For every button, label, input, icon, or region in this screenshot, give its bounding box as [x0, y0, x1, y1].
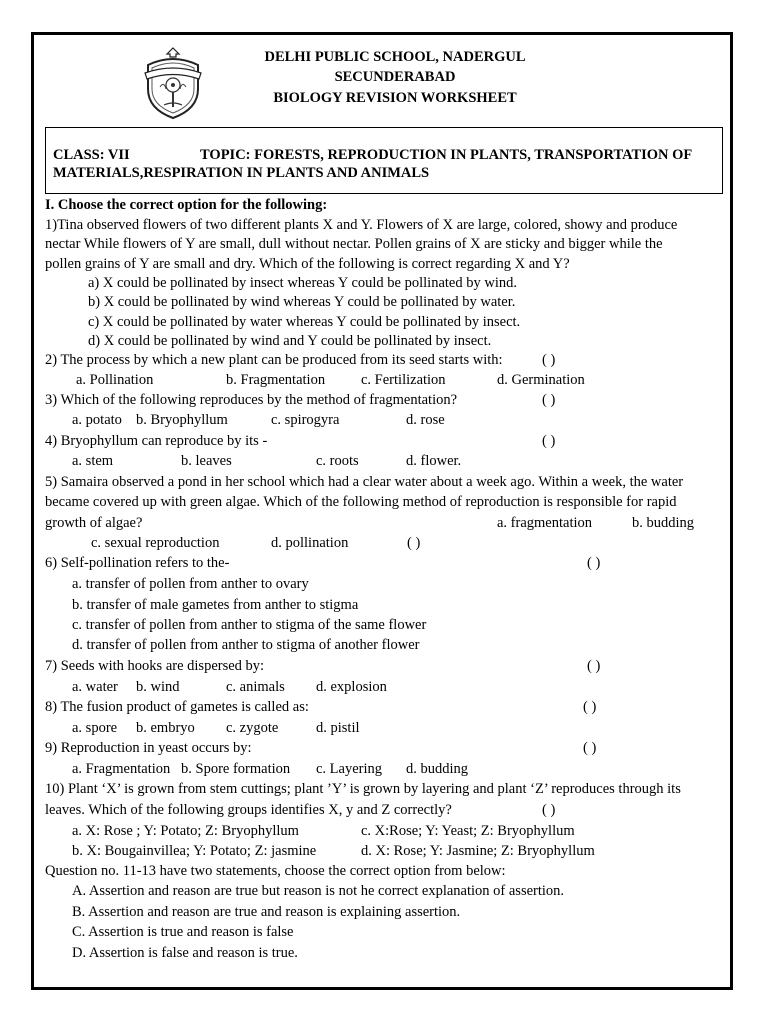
q8-option-b: b. embryo	[136, 720, 195, 736]
q10-option-d: d. X: Rose; Y: Jasmine; Z: Bryophyllum	[361, 843, 595, 859]
q5-answer-blank: ( )	[407, 535, 421, 551]
q5-line-3: growth of algae?	[45, 515, 143, 531]
q5-line-2: became covered up with green algae. Which of the following method of reproduction is responsible for rapid	[45, 494, 677, 510]
q9-option-c: c. Layering	[316, 761, 383, 777]
q3-text: 3) Which of the following reproduces by the method of fragmentation?	[45, 392, 458, 408]
q8-answer-blank: ( )	[583, 699, 597, 715]
q1-line-3: pollen grains of Y are small and dry. Which of the following is correct regarding X and Y?	[45, 256, 570, 272]
q6-option-a: a. transfer of pollen from anther to ovary	[72, 576, 309, 592]
q9-answer-blank: ( )	[583, 740, 597, 756]
q1-option-a: a) X could be pollinated by insect whereas Y could be pollinated by wind.	[88, 275, 517, 291]
q6-answer-blank: ( )	[587, 555, 601, 571]
q1-line-1: 1)Tina observed flowers of two different plants X and Y. Flowers of X are large, colored, showy and produce	[45, 217, 678, 233]
assertion-option-b: B. Assertion and reason are true and reason is explaining assertion.	[72, 904, 461, 920]
q3-option-c: c. spirogyra	[271, 412, 340, 428]
assertion-option-a: A. Assertion and reason are true but reason is not he correct explanation of assertion.	[72, 883, 565, 899]
school-city: SECUNDERABAD	[334, 69, 456, 85]
q1-option-d: d) X could be pollinated by wind and Y could be pollinated by insect.	[88, 333, 492, 349]
class-label: CLASS: VII	[53, 147, 130, 163]
q3-option-d: d. rose	[406, 412, 445, 428]
q10-option-b: b. X: Bougainvillea; Y: Potato; Z: jasmine	[72, 843, 317, 859]
q5-option-c: c. sexual reproduction	[91, 535, 220, 551]
q2-option-b: b. Fragmentation	[226, 372, 326, 388]
assertion-intro: Question no. 11-13 have two statements, choose the correct option from below:	[45, 863, 506, 879]
q2-option-a: a. Pollination	[76, 372, 154, 388]
q7-option-a: a. water	[72, 679, 118, 695]
topic-line-2: MATERIALS,RESPIRATION IN PLANTS AND ANIMALS	[53, 165, 430, 181]
q4-option-c: c. roots	[316, 453, 359, 469]
q3-option-b: b. Bryophyllum	[136, 412, 228, 428]
q8-option-c: c. zygote	[226, 720, 279, 736]
q4-option-d: d. flower.	[406, 453, 462, 469]
school-name: DELHI PUBLIC SCHOOL, NADERGUL	[264, 49, 526, 65]
q7-option-d: d. explosion	[316, 679, 387, 695]
q6-text: 6) Self-pollination refers to the-	[45, 555, 230, 571]
q7-answer-blank: ( )	[587, 658, 601, 674]
q6-option-b: b. transfer of male gametes from anther to stigma	[72, 597, 359, 613]
q7-text: 7) Seeds with hooks are dispersed by:	[45, 658, 265, 674]
q10-option-a: a. X: Rose ; Y: Potato; Z: Bryophyllum	[72, 823, 299, 839]
q7-option-c: c. animals	[226, 679, 285, 695]
q6-option-d: d. transfer of pollen from anther to stigma of another flower	[72, 637, 420, 653]
q2-answer-blank: ( )	[542, 352, 556, 368]
q9-option-d: d. budding	[406, 761, 469, 777]
q4-option-b: b. leaves	[181, 453, 232, 469]
q9-option-a: a. Fragmentation	[72, 761, 171, 777]
q10-line-2: leaves. Which of the following groups identifies X, y and Z correctly?	[45, 802, 452, 818]
assertion-option-c: C. Assertion is true and reason is false	[72, 924, 294, 940]
school-emblem-icon	[142, 45, 204, 121]
q1-line-2: nectar While flowers of Y are small, dull without nectar. Pollen grains of X are sticky and bigger while the	[45, 236, 663, 252]
q5-option-a: a. fragmentation	[497, 515, 593, 531]
q10-line-1: 10) Plant ‘X’ is grown from stem cuttings; plant ’Y’ is grown by layering and plant ‘Z’ reproduces through its	[45, 781, 681, 797]
q9-option-b: b. Spore formation	[181, 761, 291, 777]
q9-text: 9) Reproduction in yeast occurs by:	[45, 740, 252, 756]
topic-line-1: TOPIC: FORESTS, REPRODUCTION IN PLANTS, TRANSPORTATION OF	[200, 147, 693, 163]
q5-line-1: 5) Samaira observed a pond in her school which had a clear water about a week ago. Within a week, the water	[45, 474, 684, 490]
q4-answer-blank: ( )	[542, 433, 556, 449]
q1-option-b: b) X could be pollinated by wind whereas Y could be pollinated by water.	[88, 294, 516, 310]
q5-option-b: b. budding	[632, 515, 695, 531]
q4-text: 4) Bryophyllum can reproduce by its -	[45, 433, 268, 449]
q3-answer-blank: ( )	[542, 392, 556, 408]
q3-option-a: a. potato	[72, 412, 122, 428]
assertion-option-d: D. Assertion is false and reason is true.	[72, 945, 298, 961]
q4-option-a: a. stem	[72, 453, 114, 469]
q7-option-b: b. wind	[136, 679, 180, 695]
q8-text: 8) The fusion product of gametes is called as:	[45, 699, 309, 715]
q6-option-c: c. transfer of pollen from anther to stigma of the same flower	[72, 617, 427, 633]
q10-option-c: c. X:Rose; Y: Yeast; Z: Bryophyllum	[361, 823, 575, 839]
q8-option-d: d. pistil	[316, 720, 360, 736]
q2-text: 2) The process by which a new plant can be produced from its seed starts with:	[45, 352, 503, 368]
q2-option-c: c. Fertilization	[361, 372, 446, 388]
q8-option-a: a. spore	[72, 720, 118, 736]
q5-option-d: d. pollination	[271, 535, 349, 551]
worksheet-title: BIOLOGY REVISION WORKSHEET	[273, 90, 517, 106]
q10-answer-blank: ( )	[542, 802, 556, 818]
q2-option-d: d. Germination	[497, 372, 585, 388]
section-title: I. Choose the correct option for the following:	[45, 197, 328, 213]
q1-option-c: c) X could be pollinated by water whereas Y could be pollinated by insect.	[88, 314, 521, 330]
